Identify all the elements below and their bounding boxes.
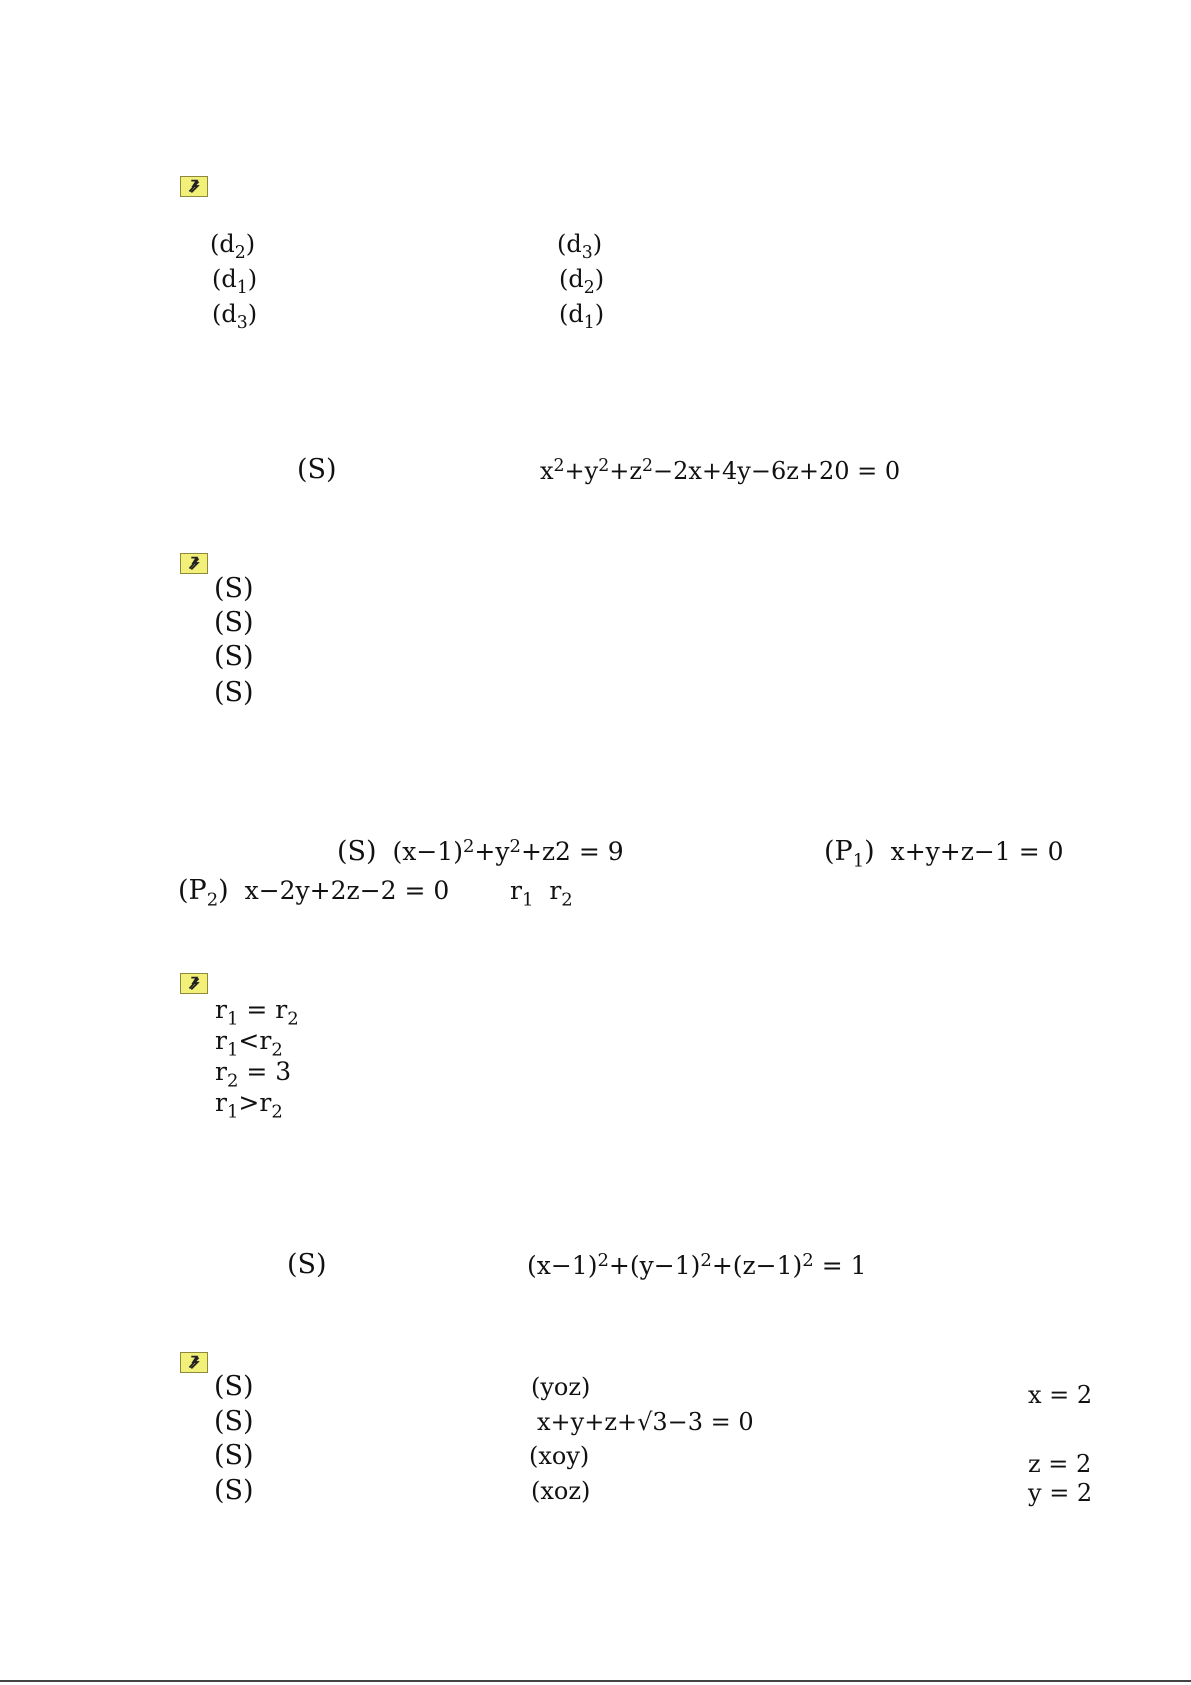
answer-marker-icon (180, 1352, 208, 1373)
q3-option-d: $r_1>r_2$ (215, 1088, 283, 1123)
q1-option-a-right: $(d_3)$ (557, 230, 603, 264)
q2-option-a: (S) (214, 573, 254, 604)
answer-marker-icon (180, 553, 208, 574)
q4-sphere-equation: $(x-1)^2+(y-1)^2+(z-1)^2 = 1$ (527, 1249, 867, 1280)
q2-sphere-equation: $x^2+y^2+z^2-2x+4y-6z+20 = 0$ (540, 456, 901, 485)
q3-option-a: $r_1 = r_2$ (215, 995, 299, 1030)
q3-plane-p2: $(P_2) x-2y+2z-2 = 0$ (178, 875, 450, 911)
q3-option-c: $r_2 = 3$ (215, 1057, 292, 1092)
q4-option-a-symbol: (S) (214, 1371, 254, 1402)
q4-option-b-symbol: (S) (214, 1406, 254, 1437)
answer-marker-icon (180, 973, 208, 994)
q4-option-d-plane: (xoz) (531, 1477, 591, 1505)
q1-option-c-right: $(d_1)$ (559, 300, 605, 334)
q2-option-b: (S) (214, 607, 254, 638)
q1-option-a-left: $(d_2)$ (210, 230, 256, 264)
q1-option-b-right: $(d_2)$ (559, 265, 605, 299)
q3-radius-labels: $r_1$ $r_2$ (510, 876, 573, 911)
q4-option-b-plane: x+y+z+√3−3 = 0 (537, 1408, 754, 1436)
q3-plane-p1: $(P_1) x+y+z-1 = 0$ (824, 836, 1064, 872)
q2-sphere-symbol: (S) (297, 454, 337, 485)
q2-option-c: (S) (214, 641, 254, 672)
answer-marker-icon (180, 176, 208, 197)
q4-option-a-right: x = 2 (1028, 1381, 1093, 1409)
q4-option-d-symbol: (S) (214, 1475, 254, 1506)
q4-option-c-plane: (xoy) (529, 1442, 590, 1470)
q2-option-d: (S) (214, 677, 254, 708)
q4-option-a-plane: (yoz) (531, 1373, 591, 1401)
q3-sphere-equation: (S) $(x-1)^2+y^2+z2 = 9$ (337, 835, 624, 867)
q1-option-b-left: $(d_1)$ (212, 265, 258, 299)
page-bottom-rule (0, 1680, 1191, 1682)
q3-option-b: $r_1<r_2$ (215, 1026, 283, 1061)
q4-option-c-right: z = 2 (1028, 1450, 1092, 1478)
q1-option-c-left: $(d_3)$ (212, 300, 258, 334)
q4-sphere-symbol: (S) (287, 1249, 327, 1280)
q4-option-d-right: y = 2 (1028, 1479, 1093, 1507)
q4-option-c-symbol: (S) (214, 1440, 254, 1471)
